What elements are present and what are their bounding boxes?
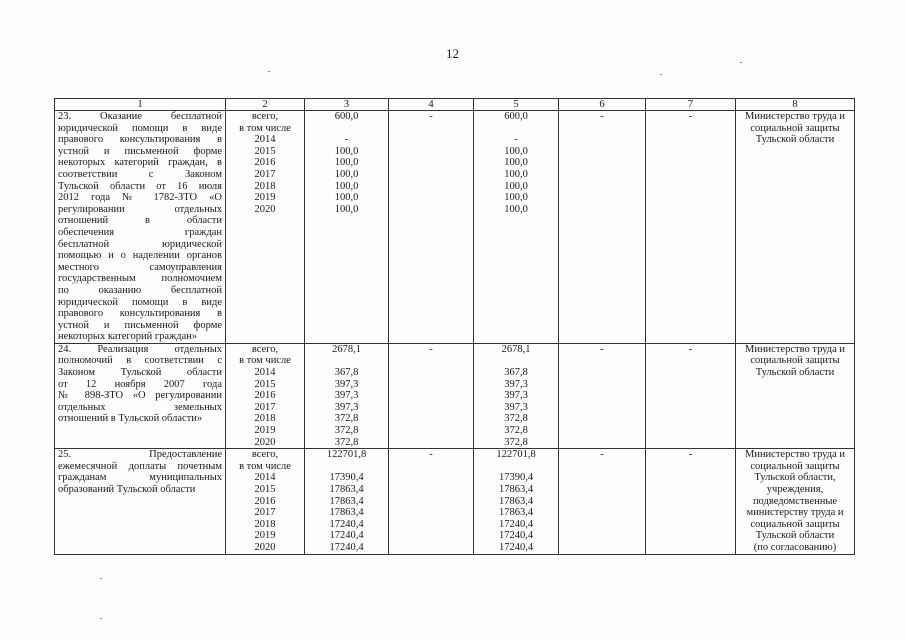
description-line: бесплатной юридической [58,238,222,250]
column-header: 2 [226,99,305,111]
responsible-line: учреждения, [766,484,824,495]
scan-speck [100,618,102,619]
period-column [226,111,305,344]
description-line: ежемесячной доплаты почетным [58,460,222,472]
period-label: 2018 [254,180,276,192]
funding-value: 372,8 [334,425,359,437]
description-line: образований Тульской области [58,484,196,495]
column-header: 5 [474,99,559,111]
period-label: всего, [251,449,279,461]
column-6-cell [559,449,646,554]
funding-value: 17863,4 [329,484,364,495]
column-7-cell [646,449,736,554]
funding-value: 100,0 [504,192,528,204]
funding-value: 397,3 [504,390,528,402]
description-line: Законом Тульской области [58,367,222,379]
description-line: от 12 ноября 2007 года [58,378,222,390]
dash-value: - [688,343,693,355]
description-line: 25. Предоставление [58,449,222,461]
description-line: обеспечения граждан [58,226,222,238]
funding-value: 17863,4 [498,507,534,519]
responsible-line: Министерство труда и [744,449,846,461]
description-line: государственным полномочием [58,273,222,285]
column-header: 1 [55,99,226,111]
period-label: 2015 [254,484,276,495]
responsible-line: социальной защиты [750,355,840,367]
period-label: 2019 [254,530,276,542]
responsible-line: Тульской области [755,134,835,146]
funding-value: 367,8 [504,367,528,379]
funding-value: 397,3 [334,390,359,402]
period-label: 2015 [254,145,276,157]
responsible-line: Тульской области [755,530,835,542]
period-label: 2019 [254,425,276,437]
funding-value: 2678,1 [332,343,361,355]
funding-value: 100,0 [504,145,528,157]
funding-value [477,123,555,135]
description-line: № 898-ЗТО «О регулировании [58,390,222,402]
responsible-line: Министерство труда и [744,343,846,355]
description-line: устной и письменной форме [58,145,222,157]
dash-value: - [600,111,604,122]
description-line: правового консультирования в [58,134,222,146]
period-label: 2018 [254,518,276,530]
column-header: 8 [736,99,855,111]
page-number: 12 [446,46,459,61]
responsible-line: Тульской области, [754,472,836,484]
responsible-line: подведомственные [752,495,838,507]
dash-value: - [688,449,693,461]
description-line: по оказанию бесплатной [58,284,222,296]
funding-value: 397,3 [504,401,528,413]
funding-value: 372,8 [334,413,359,425]
description-line: гражданам муниципальных [58,472,222,484]
funding-value: 397,3 [504,378,528,390]
funding-value: 17240,4 [329,541,364,553]
measure-description [55,449,226,554]
description-line: соответствии с Законом [58,168,222,180]
funding-value: 2678,1 [501,343,531,355]
funding-value: 372,8 [504,425,528,437]
measure-description [55,111,226,344]
period-label: 2017 [254,401,276,413]
period-label: 2020 [254,541,276,553]
responsible-executor [736,343,855,448]
responsible-executor [736,111,855,344]
dash-value: - [429,111,433,122]
total-funding-column [305,449,389,554]
period-label: в том числе [239,122,291,134]
description-line: Тульской области от 16 июля [58,180,222,192]
table-row [55,449,855,554]
funding-value: 372,8 [334,436,359,448]
period-label: 2014 [254,134,276,146]
funding-value: - [344,134,349,146]
funding-value: 100,0 [334,168,359,180]
header-row [55,99,855,111]
funding-value: 17390,4 [498,472,534,484]
dash-value: - [600,449,604,461]
description-line: правового консультирования в [58,308,222,320]
regional-funding-column [474,449,559,554]
funding-value: 100,0 [334,157,359,169]
period-label: в том числе [239,355,291,367]
funding-value: 397,3 [334,401,359,413]
dash-value: - [429,343,433,355]
description-line: отношений в Тульской области» [58,413,203,425]
period-label: 2019 [254,192,276,204]
funding-value: - [514,134,518,146]
description-line: юридической помощи в виде [58,296,222,308]
regional-funding-column [474,343,559,448]
period-label: 2016 [254,495,276,507]
column-header: 7 [646,99,736,111]
funding-value: 122701,8 [326,449,367,461]
scan-speck [100,578,102,579]
funding-value: 100,0 [334,192,359,204]
responsible-line: социальной защиты [750,460,840,472]
scan-speck [740,62,742,63]
funding-value: 100,0 [504,180,528,192]
column-6-cell [559,343,646,448]
period-label: 2016 [254,390,276,402]
period-label: 2020 [254,203,276,215]
period-label: в том числе [239,460,291,472]
dash-value: - [429,449,433,461]
funding-value [308,123,385,135]
description-line: юридической помощи в виде [58,122,222,134]
total-funding-column [305,111,389,344]
period-label: 2017 [254,507,276,519]
funding-value: 100,0 [504,157,528,169]
funding-value: 17240,4 [498,530,534,542]
scan-speck [660,74,662,75]
scan-speck [268,71,270,72]
funding-value: 17240,4 [329,518,364,530]
funding-value [308,461,385,473]
description-line: некоторых категорий граждан, в [58,157,222,169]
period-column [226,343,305,448]
description-line: регулировании отдельных [58,203,222,215]
description-line: 24. Реализация отдельных [58,343,222,355]
funding-value: 600,0 [504,111,528,122]
funding-value: 17240,4 [498,541,534,553]
funding-value: 17863,4 [329,507,364,519]
column-4-cell [389,449,474,554]
funding-value: 100,0 [334,145,359,157]
description-line: некоторых категорий граждан» [58,331,198,343]
funding-value: 367,8 [334,367,359,379]
period-label: всего, [251,343,279,355]
funding-value: 17240,4 [329,530,364,542]
column-header: 3 [305,99,389,111]
column-4-cell [389,343,474,448]
period-label: 2014 [254,367,276,379]
funding-value: 372,8 [504,413,528,425]
funding-value: 122701,8 [496,449,536,461]
period-label: 2018 [254,413,276,425]
responsible-line: социальной защиты [750,518,840,530]
description-line: помощью и о наделении органов [58,250,222,262]
responsible-line: социальной защиты [750,122,840,134]
column-7-cell [646,343,736,448]
measure-description [55,343,226,448]
funding-value: 100,0 [334,180,359,192]
period-label: 2016 [254,157,276,169]
responsible-executor [736,449,855,554]
period-column [226,449,305,554]
description-line: отношений в области [58,215,222,227]
funding-value [477,355,555,367]
responsible-line: министерству труда и [746,507,844,519]
funding-value: 17863,4 [329,495,364,507]
funding-value: 17240,4 [498,518,534,530]
period-label: 2015 [254,378,276,390]
funding-value [308,355,385,367]
funding-value: 100,0 [334,203,359,215]
period-label: 2020 [254,436,276,448]
total-funding-column [305,343,389,448]
funding-value: 397,3 [334,378,359,390]
description-line: местного самоуправления [58,261,222,273]
funding-value: 17863,4 [498,484,534,495]
responsible-line: Министерство труда и [744,111,846,122]
funding-value: 600,0 [334,111,359,122]
period-label: всего, [251,111,279,122]
dash-value: - [600,343,604,355]
description-line: 23. Оказание бесплатной [58,111,222,122]
column-4-cell [389,111,474,344]
period-label: 2017 [254,168,276,180]
description-line: полномочий в соответствии с [58,355,222,367]
funding-value: 100,0 [504,203,528,215]
dash-value: - [688,111,693,122]
funding-value: 372,8 [504,436,528,448]
period-label: 2014 [254,472,276,484]
description-line: отдельных земельных [58,401,222,413]
column-header: 6 [559,99,646,111]
funding-value: 17863,4 [498,495,534,507]
program-measures-table [54,98,855,555]
responsible-line: Тульской области [755,367,835,379]
table-row [55,111,855,344]
responsible-line: (по согласованию) [753,541,837,553]
column-6-cell [559,111,646,344]
description-line: устной и письменной форме [58,319,222,331]
funding-value [477,461,555,473]
regional-funding-column [474,111,559,344]
column-7-cell [646,111,736,344]
column-header: 4 [389,99,474,111]
funding-value: 100,0 [504,168,528,180]
description-line: 2012 года № 1782-ЗТО «О [58,192,222,204]
table-row [55,343,855,448]
funding-value: 17390,4 [329,472,364,484]
